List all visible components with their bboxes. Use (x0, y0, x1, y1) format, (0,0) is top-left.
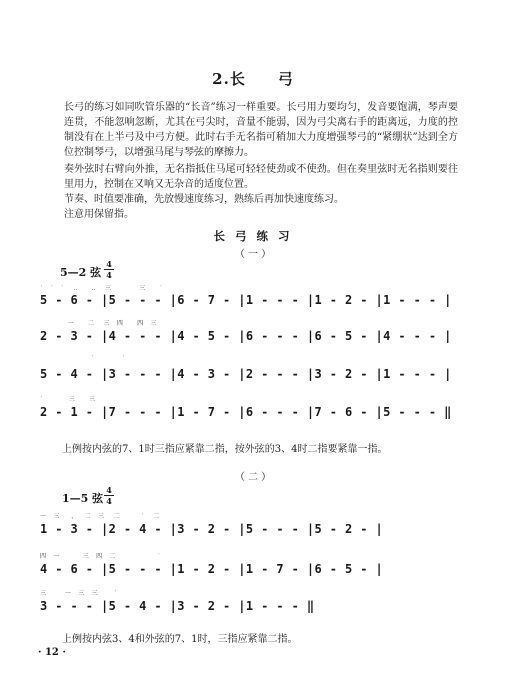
paragraph-2 (64, 162, 458, 192)
paragraph-1-text: 长弓的练习如同吹管乐器的“长音”练习一样重要。长弓用力要均匀，发音要饱满，琴声要连贯，不能忽响忽断，尤其在弓尖时，音量不能弱，因为弓尖离右手的距离远，力度的控制没有在上半弓及中弓方便。此时右手无名指可稍加大力度增强琴弓的“紧绷状”达到全方位控制琴弓，以增强马尾与琴弦的摩擦力。 (64, 102, 458, 158)
exercise-2-line-3: 3 - - - |5 - 4 - |3 - 2 - |1 - - - ‖ (40, 599, 315, 613)
page-number: · 12 · (38, 647, 66, 658)
paragraph-2-text: 奏外弦时右臂向外推，无名指抵住马尾可轻轻使劲或不使劲。但在奏里弦时无名指则要往里用力，控制在又响又无杂音的适度位置。 (64, 164, 458, 190)
exercise-1-marks-3: ˙ ˙ (40, 355, 126, 362)
exercise-1-marks-2: 一 二 三 四 四 三 (40, 320, 157, 327)
paragraph-4-text: 注意用保留指。 (64, 209, 134, 220)
exercise-1-marks-4: ˙ 三 三 (40, 396, 96, 403)
exercise-1-line-4: 2 - 1 - |7 - - - |1 - 7 - |6 - - - |7 - 6 - |5 - - - ‖ (40, 405, 452, 419)
exercise-1-label: （ 一 ） (234, 249, 272, 260)
exercise-1-line-2: 2 - 3 - |4 - - - |4 - 5 - |6 - - - |6 - 5 - |4 - - - | (40, 329, 452, 343)
exercise-1-key: 5—2 弦 (60, 266, 102, 279)
section-title: 2.长 弓 (212, 70, 294, 88)
exercise-2-marks-3: 三 一 三 三 ˙ (40, 590, 118, 597)
exercise-1-time-signature (104, 260, 114, 279)
exercise-2-line-2: 4 - 6 - |5 - - - |1 - 2 - |1 - 7 - |6 - 5 - | (40, 562, 384, 576)
exercise-1-line-1: 5 - 6 - |5 - - - |6 - 7 - |1 - - - |1 - 2 - |1 - - - | (40, 293, 452, 307)
exercise-2-marks-1: 一 三 、 二 三 二 ˙ 二 (40, 513, 160, 520)
exercise-2-time-signature (104, 486, 114, 505)
paragraph-1 (64, 100, 458, 160)
exercise-2-note: 上例按内弦3、4和外弦的7、1时，三指应紧靠二指。 (62, 634, 298, 645)
exercise-2-time-bottom: 4 (106, 496, 112, 506)
paragraph-3-text: 节奏、时值要准确，先放慢速度练习，熟练后再加快速度练习。 (64, 194, 344, 205)
exercise-1-marks-1: ˙ ˙ ˙ ‥ ‥ 三 三 ˙ (40, 285, 163, 292)
paragraph-3 (64, 192, 458, 207)
exercise-2-marks-2: 四 一 三 四 二 ˙ (40, 553, 161, 560)
exercise-1-time-top: 4 (106, 259, 112, 269)
exercise-2-label: （ 二 ） (234, 472, 272, 483)
exercise-1-note: 上例按内弦的7、1时三指应紧靠二指，按外弦的3、4时二指要紧靠一指。 (62, 444, 388, 455)
exercise-2-time-top: 4 (106, 485, 112, 495)
paragraph-4 (64, 207, 458, 222)
exercise-title: 长 弓 练 习 (213, 229, 293, 243)
exercise-2-line-1: 1 - 3 - |2 - 4 - |3 - 2 - |5 - - - |5 - 2 - | (40, 522, 384, 536)
exercise-1-line-3: 5 - 4 - |3 - - - |4 - 3 - |2 - - - |3 - 2 - |1 - - - | (40, 367, 452, 381)
exercise-1-time-bottom: 4 (106, 270, 112, 280)
exercise-2-key: 1—5 弦 (62, 492, 104, 505)
